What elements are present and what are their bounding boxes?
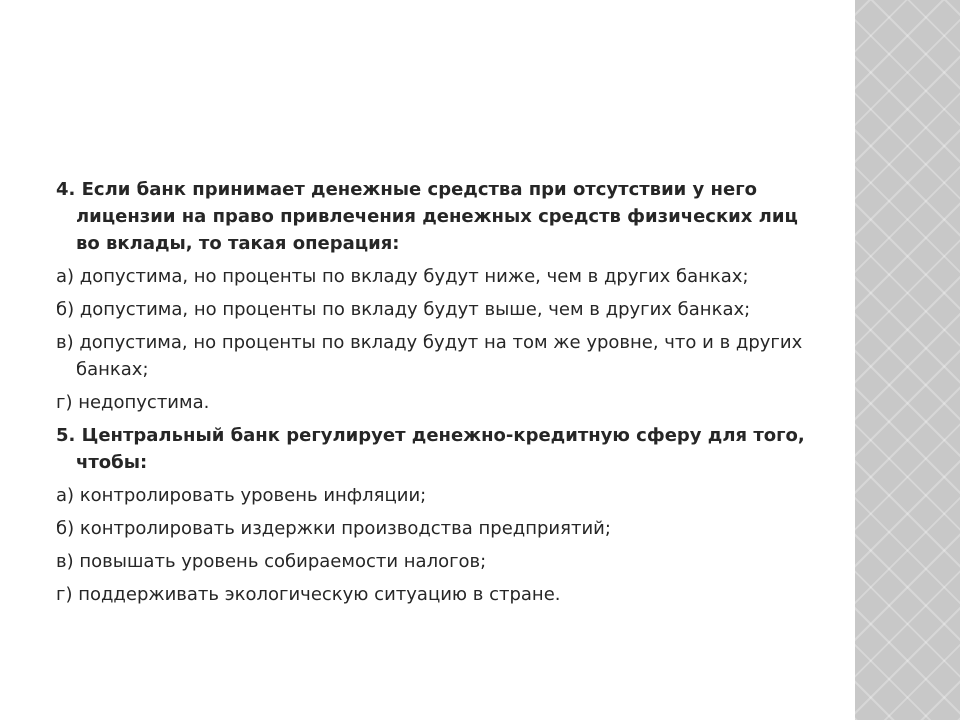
question-5-option-a: а) контролировать уровень инфляции; bbox=[56, 485, 427, 506]
question-4-option-d: г) недопустима. bbox=[56, 392, 210, 413]
decorative-side-panel bbox=[855, 0, 960, 720]
question-5-option-d: г) поддерживать экологическую ситуацию в стране. bbox=[56, 584, 561, 605]
question-4: 4. Если банк принимает денежные средства при отсутствии у него лицензии на право привлечения денежных средств физических лиц во вклады, то такая операция: bbox=[56, 179, 798, 254]
question-5-option-c: в) повышать уровень собираемости налогов; bbox=[56, 551, 487, 572]
question-5-option-b: б) контролировать издержки производства предприятий; bbox=[56, 518, 611, 539]
question-4-option-a: а) допустима, но проценты по вкладу будут ниже, чем в других банках; bbox=[56, 266, 749, 287]
question-5: 5. Центральный банк регулирует денежно-кредитную сферу для того, чтобы: bbox=[56, 425, 805, 473]
question-4-option-c: в) допустима, но проценты по вкладу будут на том же уровне, что и в других банках; bbox=[56, 332, 803, 380]
slide-content bbox=[56, 176, 816, 614]
question-4-option-b: б) допустима, но проценты по вкладу будут выше, чем в других банках; bbox=[56, 299, 751, 320]
